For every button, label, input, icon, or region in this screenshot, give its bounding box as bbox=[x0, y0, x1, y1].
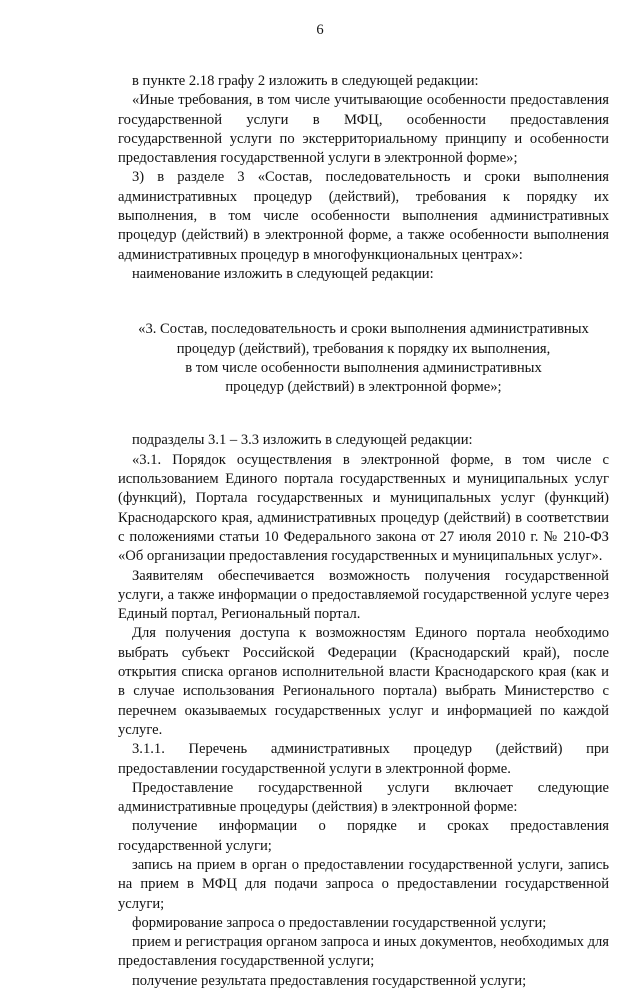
section-heading-line: процедур (действий), требования к порядку их выполнения, bbox=[176, 340, 551, 357]
paragraph: в пункте 2.18 графу 2 изложить в следующей редакции: bbox=[132, 73, 479, 89]
paragraph: Предоставление государственной услуги включает следующие административные процедуры (действия) в электронной форме: bbox=[118, 779, 609, 816]
paragraph: Заявителям обеспечивается возможность получения государственной услуги, а также информации о предоставляемой государственной услуге через Единый портал, Региональный портал. bbox=[118, 567, 609, 623]
section-heading bbox=[118, 320, 609, 397]
section-heading-line: в том числе особенности выполнения административных bbox=[185, 359, 542, 376]
document-body bbox=[118, 72, 609, 991]
section-heading-line: процедур (действий) в электронной форме»; bbox=[225, 379, 502, 396]
paragraph: получение результата предоставления государственной услуги; bbox=[132, 972, 527, 989]
paragraph: подразделы 3.1 – 3.3 изложить в следующей редакции: bbox=[132, 432, 473, 449]
paragraph: формирование запроса о предоставлении государственной услуги; bbox=[132, 914, 547, 931]
section-heading-line: «3. Состав, последовательность и сроки выполнения административных bbox=[138, 321, 589, 338]
paragraph: «3.1. Порядок осуществления в электронной форме, в том числе с использованием Единого портала государственных и муниципальных услуг (функций), Портала государственных и муниципальных услуг (функций) Краснодарского края, административных процедур (действий) в соответствии с положениями статьи 10 Федерального закона от 27 июля 2010 г. № 210-ФЗ «Об организации предоставления государственных и муниципальных услуг». bbox=[118, 451, 609, 565]
paragraph: прием и регистрация органом запроса и иных документов, необходимых для предоставления государственной услуги; bbox=[118, 934, 609, 970]
paragraph: запись на прием в орган о предоставлении государственной услуги, запись на прием в МФЦ для подачи запроса о предоставлении государственной услуги; bbox=[118, 856, 609, 912]
paragraph: наименование изложить в следующей редакции: bbox=[132, 265, 434, 282]
paragraph: «Иные требования, в том числе учитывающие особенности предоставления государственной услуги в МФЦ, особенности предоставления государственной услуги по экстерриториальному принципу и особенности предоставления государственной услуги в электронной форме»; bbox=[118, 92, 609, 167]
paragraph: получение информации о порядке и сроках предоставления государственной услуги; bbox=[118, 818, 609, 854]
paragraph: 3.1.1. Перечень административных процедур (действий) при предоставлении государственной услуги в электронной форме. bbox=[118, 741, 609, 777]
paragraph: 3) в разделе 3 «Состав, последовательность и сроки выполнения административных процедур (действий), требования к порядку их выполнения, в том числе особенности выполнения административных процедур (действий) в электронной форме, а также особенности выполнения административных процедур в многофункциональных центрах»: bbox=[118, 169, 609, 263]
paragraph: Для получения доступа к возможностям Единого портала необходимо выбрать субъект Российской Федерации (Краснодарский край), после открытия списка органов исполнительной власти Краснодарского края (как и в случае использования Регионального портала) выбрать Министерство с перечнем оказываемых государственных услуг и информацией по каждой услуге. bbox=[118, 625, 609, 738]
page-number: 6 bbox=[316, 22, 324, 38]
